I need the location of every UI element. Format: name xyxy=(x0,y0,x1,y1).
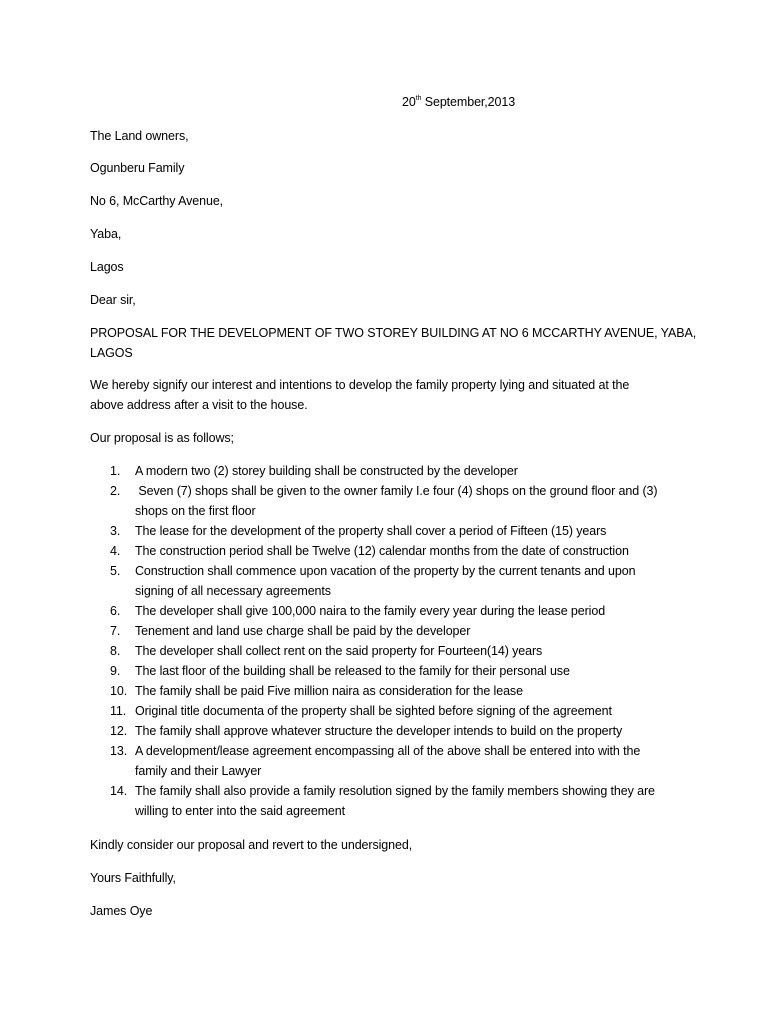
intro-line-2: above address after a visit to the house. xyxy=(90,398,308,412)
list-item-number: 4. xyxy=(110,544,121,558)
salutation: Dear sir, xyxy=(90,293,136,307)
list-item-text-continued: family and their Lawyer xyxy=(135,764,262,778)
list-item-number: 14. xyxy=(110,784,128,798)
list-item-text: The lease for the development of the property shall cover a period of Fifteen (15) years xyxy=(135,524,607,538)
list-item-text: Tenement and land use charge shall be paid by the developer xyxy=(135,624,471,638)
list-item xyxy=(90,461,690,481)
address-line-4: Yaba, xyxy=(90,227,122,241)
list-item-text: A development/lease agreement encompassing all of the above shall be entered into with the xyxy=(135,744,641,758)
list-item xyxy=(90,541,690,561)
address-line-1: The Land owners, xyxy=(90,129,189,143)
list-item-text: The family shall also provide a family resolution signed by the family members showing they are xyxy=(135,784,655,798)
list-item xyxy=(90,781,690,821)
list-item-number: 5. xyxy=(110,564,121,578)
proposal-intro: Our proposal is as follows; xyxy=(90,431,234,445)
list-item-text: The construction period shall be Twelve (12) calendar months from the date of construction xyxy=(135,544,629,558)
list-item xyxy=(90,681,690,701)
list-item xyxy=(90,601,690,621)
list-item-text: Original title documenta of the property shall be sighted before signing of the agreement xyxy=(135,704,612,718)
list-item-text: The developer shall give 100,000 naira to the family every year during the lease period xyxy=(135,604,606,618)
date-rest: September,2013 xyxy=(421,95,516,109)
list-item xyxy=(90,661,690,681)
sign-off: Yours Faithfully, xyxy=(90,871,176,885)
proposal-list xyxy=(90,461,690,821)
address-line-2: Ogunberu Family xyxy=(90,161,185,175)
closing-request: Kindly consider our proposal and revert to the undersigned, xyxy=(90,838,413,852)
list-item-number: 9. xyxy=(110,664,121,678)
subject-line-2: LAGOS xyxy=(90,346,133,360)
list-item xyxy=(90,741,690,781)
list-item-number: 1. xyxy=(110,464,121,478)
list-item-text: Seven (7) shops shall be given to the owner family I.e four (4) shops on the ground floor and (3) xyxy=(135,484,658,498)
subject-line-1: PROPOSAL FOR THE DEVELOPMENT OF TWO STOREY BUILDING AT NO 6 MCCARTHY AVENUE, YABA, xyxy=(90,326,697,340)
signatory-name: James Oye xyxy=(90,904,153,918)
list-item-number: 13. xyxy=(110,744,128,758)
list-item-number: 11. xyxy=(110,704,127,718)
list-item xyxy=(90,521,690,541)
list-item xyxy=(90,481,690,521)
list-item xyxy=(90,561,690,601)
list-item-text: The family shall be paid Five million naira as consideration for the lease xyxy=(135,684,523,698)
list-item-number: 2. xyxy=(110,484,121,498)
list-item xyxy=(90,721,690,741)
intro-line-1: We hereby signify our interest and intentions to develop the family property lying and situated at the xyxy=(90,378,630,392)
date-day: 20 xyxy=(402,95,416,109)
list-item-text: A modern two (2) storey building shall be constructed by the developer xyxy=(135,464,518,478)
address-line-5: Lagos xyxy=(90,260,124,274)
list-item-text-continued: willing to enter into the said agreement xyxy=(135,804,346,818)
list-item-text: Construction shall commence upon vacation of the property by the current tenants and upon xyxy=(135,564,636,578)
list-item-text: The developer shall collect rent on the said property for Fourteen(14) years xyxy=(135,644,543,658)
list-item-text-continued: signing of all necessary agreements xyxy=(135,584,331,598)
list-item-text: The family shall approve whatever structure the developer intends to build on the property xyxy=(135,724,623,738)
list-item-number: 12. xyxy=(110,724,128,738)
list-item xyxy=(90,641,690,661)
address-line-3: No 6, McCarthy Avenue, xyxy=(90,194,224,208)
list-item-number: 10. xyxy=(110,684,128,698)
list-item-text-continued: shops on the first floor xyxy=(135,504,256,518)
list-item xyxy=(90,701,690,721)
list-item xyxy=(90,621,690,641)
list-item-number: 3. xyxy=(110,524,121,538)
list-item-number: 7. xyxy=(110,624,121,638)
list-item-text: The last floor of the building shall be released to the family for their personal use xyxy=(135,664,570,678)
letter-date xyxy=(402,92,515,112)
list-item-number: 6. xyxy=(110,604,121,618)
list-item-number: 8. xyxy=(110,644,121,658)
date-suffix: th xyxy=(415,95,422,102)
